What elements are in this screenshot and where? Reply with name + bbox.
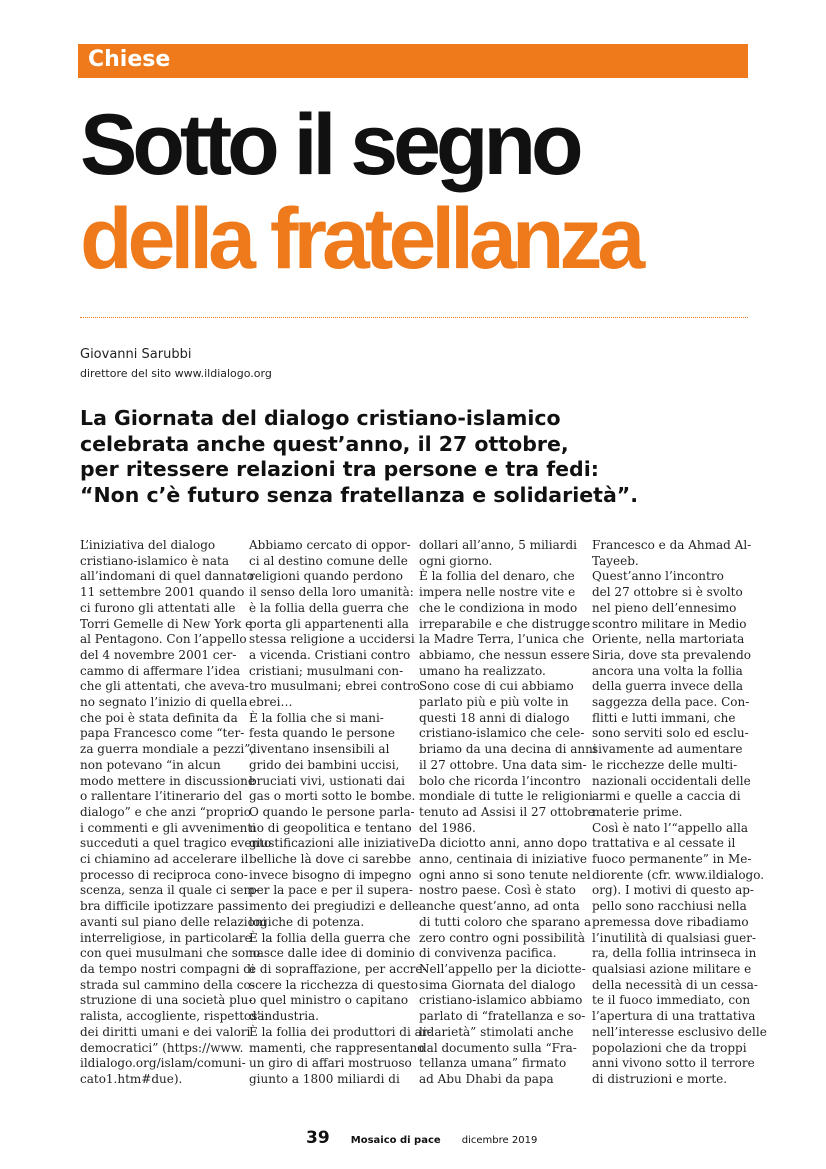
- text-line: tenuto ad Assisi il 27 ottobre: [419, 804, 595, 819]
- text-line: bolo che ricorda l’incontro: [419, 773, 581, 788]
- text-line: È la follia del denaro, che: [419, 569, 575, 584]
- text-line: tro musulmani; ebrei contro: [249, 679, 421, 694]
- text-line: al Pentagono. Con l’appello: [80, 632, 247, 647]
- text-line: no segnato l’inizio di quella: [80, 695, 248, 710]
- text-line: è la follia della guerra che: [249, 600, 409, 615]
- text-line: impera nelle nostre vite e: [419, 585, 576, 600]
- text-line: del 27 ottobre si è svolto: [592, 585, 743, 600]
- text-line: l’inutilità di qualsiasi guer-: [592, 930, 757, 945]
- text-line: qualsiasi azione militare e: [592, 961, 752, 976]
- text-line: briamo da una decina di anni: [419, 742, 597, 757]
- text-line: parlato di “fratellanza e so-: [419, 1009, 586, 1024]
- text-line: premessa dove ribadiamo: [592, 914, 749, 929]
- text-line: l’apertura di una trattativa: [592, 1009, 756, 1024]
- text-column-3: [419, 538, 597, 1088]
- text-line: della guerra invece della: [592, 679, 744, 694]
- text-line: cato1.htm#due).: [80, 1071, 183, 1086]
- text-line: Sono cose di cui abbiamo: [419, 679, 574, 694]
- text-line: o quel ministro o capitano: [249, 993, 409, 1008]
- text-line: scere la ricchezza di questo: [249, 977, 418, 992]
- text-line: che poi è stata definita da: [80, 710, 238, 725]
- text-line: O quando le persone parla-: [249, 804, 415, 819]
- text-line: di tutti coloro che sparano a: [419, 914, 592, 929]
- text-line: zero contro ogni possibilità: [419, 930, 585, 945]
- page-number: 39: [306, 1128, 330, 1148]
- text-line: del 4 novembre 2001 cer-: [80, 647, 237, 662]
- text-line: i commenti e gli avvenimenti: [80, 820, 256, 835]
- text-line: Tayeeb.: [592, 553, 639, 568]
- text-line: lidarietà” stimolati anche: [419, 1024, 574, 1039]
- text-line: o rallentare l’itinerario del: [80, 789, 243, 804]
- section-header-bar: [78, 44, 748, 78]
- text-line: del 1986.: [419, 820, 476, 835]
- title-divider: [80, 317, 748, 318]
- text-line: nasce dalle idee di dominio: [249, 946, 415, 961]
- text-line: anni vivono sotto il terrore: [592, 1056, 755, 1071]
- text-line: dollari all’anno, 5 miliardi: [419, 538, 577, 552]
- lead-paragraph: [80, 406, 760, 508]
- lead-line: per ritessere relazioni tra persone e tra fedi:: [80, 457, 599, 481]
- text-line: abbiamo, che nessun essere: [419, 647, 590, 662]
- text-line: mondiale di tutte le religioni: [419, 789, 593, 804]
- text-line: sono serviti solo ed esclu-: [592, 726, 749, 741]
- text-line: dal documento sulla “Fra-: [419, 1040, 577, 1055]
- text-line: Oriente, nella martoriata: [592, 632, 745, 647]
- text-line: dei diritti umani e dei valori: [80, 1024, 251, 1039]
- text-line: Da diciotto anni, anno dopo: [419, 836, 588, 851]
- lead-line: celebrata anche quest’anno, il 27 ottobre,: [80, 431, 569, 456]
- text-line: d’industria.: [249, 1009, 319, 1024]
- text-line: per la pace e per il supera-: [249, 883, 413, 898]
- text-line: 11 settembre 2001 quando: [80, 585, 245, 600]
- text-line: gas o morti sotto le bombe.: [249, 789, 416, 804]
- text-line: ralista, accogliente, rispettosa: [80, 1009, 265, 1024]
- text-line: bra difficile ipotizzare passi: [80, 899, 249, 914]
- text-line: le ricchezze delle multi-: [592, 757, 738, 772]
- text-line: grido dei bambini uccisi,: [249, 757, 400, 772]
- text-line: ra, della follia intrinseca in: [592, 946, 757, 961]
- page-footer: [306, 1128, 537, 1148]
- text-line: te il fuoco immediato, con: [592, 993, 751, 1008]
- text-line: diorente (cfr. www.ildialogo.: [592, 867, 765, 882]
- text-line: Così è nato l’“appello alla: [592, 820, 748, 835]
- text-line: È la follia della guerra che: [249, 930, 411, 945]
- text-line: Abbiamo cercato di oppor-: [249, 538, 411, 552]
- author-name: Giovanni Sarubbi: [80, 347, 192, 362]
- article-title-line-1: Sotto il segno: [80, 97, 579, 193]
- text-line: ogni giorno.: [419, 553, 493, 568]
- text-line: tellanza umana” firmato: [419, 1056, 567, 1071]
- text-line: anche quest’anno, ad onta: [419, 899, 580, 914]
- text-line: ogni anno si sono tenute nel: [419, 867, 591, 882]
- text-line: non potevano “in alcun: [80, 757, 221, 772]
- text-line: ildialogo.org/islam/comuni-: [80, 1056, 246, 1071]
- author-role: direttore del sito www.ildialogo.org: [80, 367, 272, 380]
- article-title-line-2: della fratellanza: [80, 191, 641, 287]
- text-line: cristiani; musulmani con-: [249, 663, 404, 678]
- text-line: saggezza della pace. Con-: [592, 695, 750, 710]
- text-line: e di sopraffazione, per accre-: [249, 961, 427, 976]
- text-line: pello sono racchiusi nella: [592, 899, 747, 914]
- text-line: Siria, dove sta prevalendo: [592, 647, 751, 662]
- text-line: logiche di potenza.: [249, 914, 365, 929]
- text-line: no di geopolitica e tentano: [249, 820, 412, 835]
- text-line: papa Francesco come “ter-: [80, 726, 245, 741]
- text-line: un giro di affari mostruoso: [249, 1056, 412, 1071]
- text-line: fuoco permanente” in Me-: [592, 852, 752, 867]
- text-line: flitti e lutti immani, che: [592, 710, 736, 725]
- text-line: modo mettere in discussione: [80, 773, 255, 788]
- text-line: umano ha realizzato.: [419, 663, 546, 678]
- lead-line: La Giornata del dialogo cristiano-islamico: [80, 406, 561, 430]
- text-line: il senso della loro umanità:: [249, 585, 414, 600]
- text-line: invece bisogno di impegno: [249, 867, 412, 882]
- text-line: strada sul cammino della co-: [80, 977, 255, 992]
- text-line: della necessità di un cessa-: [592, 977, 758, 992]
- text-line: ebrei…: [249, 695, 293, 710]
- text-line: ci al destino comune delle: [249, 553, 408, 568]
- text-line: che gli attentati, che aveva-: [80, 679, 249, 694]
- text-line: scenza, senza il quale ci sem-: [80, 883, 259, 898]
- text-line: struzione di una società plu-: [80, 993, 253, 1008]
- text-line: sima Giornata del dialogo: [419, 977, 576, 992]
- text-line: bruciati vivi, ustionati dai: [249, 773, 405, 788]
- text-line: mento dei pregiudizi e delle: [249, 899, 420, 914]
- text-line: interreligiose, in particolare: [80, 930, 252, 945]
- text-line: materie prime.: [592, 804, 683, 819]
- text-line: org). I motivi di questo ap-: [592, 883, 754, 898]
- text-line: di distruzioni e morte.: [592, 1071, 728, 1086]
- text-line: cammo di affermare l’idea: [80, 663, 241, 678]
- text-line: processo di reciproca cono-: [80, 867, 248, 882]
- text-line: nazionali occidentali delle: [592, 773, 751, 788]
- text-line: Torri Gemelle di New York e: [80, 616, 253, 631]
- text-line: avanti sul piano delle relazioni: [80, 914, 267, 929]
- text-line: diventano insensibili al: [249, 742, 390, 757]
- text-line: za guerra mondiale a pezzi”,: [80, 742, 255, 757]
- text-line: cristiano-islamico è nata: [80, 553, 230, 568]
- text-line: cristiano-islamico abbiamo: [419, 993, 583, 1008]
- text-line: popolazioni che da troppi: [592, 1040, 747, 1055]
- text-line: il 27 ottobre. Una data sim-: [419, 757, 587, 772]
- text-line: parlato più e più volte in: [419, 695, 569, 710]
- text-line: festa quando le persone: [249, 726, 395, 741]
- text-line: irreparabile e che distrugge: [419, 616, 591, 631]
- section-label: Chiese: [88, 47, 171, 72]
- issue-date: dicembre 2019: [461, 1135, 538, 1146]
- text-line: ancora una volta la follia: [592, 663, 743, 678]
- text-line: a vicenda. Cristiani contro: [249, 647, 411, 662]
- text-line: da tempo nostri compagni di: [80, 961, 255, 976]
- text-line: anno, centinaia di iniziative: [419, 852, 587, 867]
- text-line: la Madre Terra, l’unica che: [419, 632, 585, 647]
- text-line: ci chiamino ad accelerare il: [80, 852, 249, 867]
- text-line: cristiano-islamico che cele-: [419, 726, 585, 741]
- text-column-2: [249, 538, 432, 1088]
- text-line: all’indomani di quel dannato: [80, 569, 255, 584]
- text-line: trattativa e al cessate il: [592, 836, 736, 851]
- text-line: È la follia che si mani-: [249, 710, 384, 725]
- text-line: L’iniziativa del dialogo: [80, 538, 216, 552]
- text-line: Nell’appello per la diciotte-: [419, 961, 586, 976]
- text-line: ci furono gli attentati alle: [80, 600, 236, 615]
- text-line: armi e quelle a caccia di: [592, 789, 741, 804]
- text-line: nostro paese. Così è stato: [419, 883, 576, 898]
- magazine-name: Mosaico di pace: [350, 1135, 441, 1146]
- text-line: nel pieno dell’ennesimo: [592, 600, 737, 615]
- text-line: dialogo” e che anzi “proprio: [80, 804, 251, 819]
- text-line: Francesco e da Ahmad Al-: [592, 538, 752, 552]
- text-line: giustificazioni alle iniziative: [249, 836, 419, 851]
- text-line: stessa religione a uccidersi: [249, 632, 415, 647]
- text-line: succeduti a quel tragico evento: [80, 836, 272, 851]
- text-line: porta gli appartenenti alla: [249, 616, 409, 631]
- text-line: È la follia dei produttori di ar-: [249, 1024, 432, 1039]
- text-line: democratici” (https://www.: [80, 1040, 244, 1055]
- text-line: mamenti, che rappresentano: [249, 1040, 425, 1055]
- text-line: belliche là dove ci sarebbe: [249, 852, 412, 867]
- text-line: di convivenza pacifica.: [419, 946, 557, 961]
- text-column-4: [592, 538, 767, 1088]
- lead-line: “Non c’è futuro senza fratellanza e solidarietà”.: [80, 482, 639, 507]
- text-line: ad Abu Dhabi da papa: [419, 1071, 554, 1086]
- text-line: religioni quando perdono: [249, 569, 404, 584]
- text-line: sivamente ad aumentare: [592, 742, 743, 757]
- text-line: che le condiziona in modo: [419, 600, 578, 615]
- text-line: con quei musulmani che sono: [80, 946, 261, 961]
- text-line: questi 18 anni di dialogo: [419, 710, 570, 725]
- text-line: Quest’anno l’incontro: [592, 569, 724, 584]
- text-line: scontro militare in Medio: [592, 616, 747, 631]
- text-line: nell’interesse esclusivo delle: [592, 1024, 767, 1039]
- text-line: giunto a 1800 miliardi di: [249, 1071, 400, 1086]
